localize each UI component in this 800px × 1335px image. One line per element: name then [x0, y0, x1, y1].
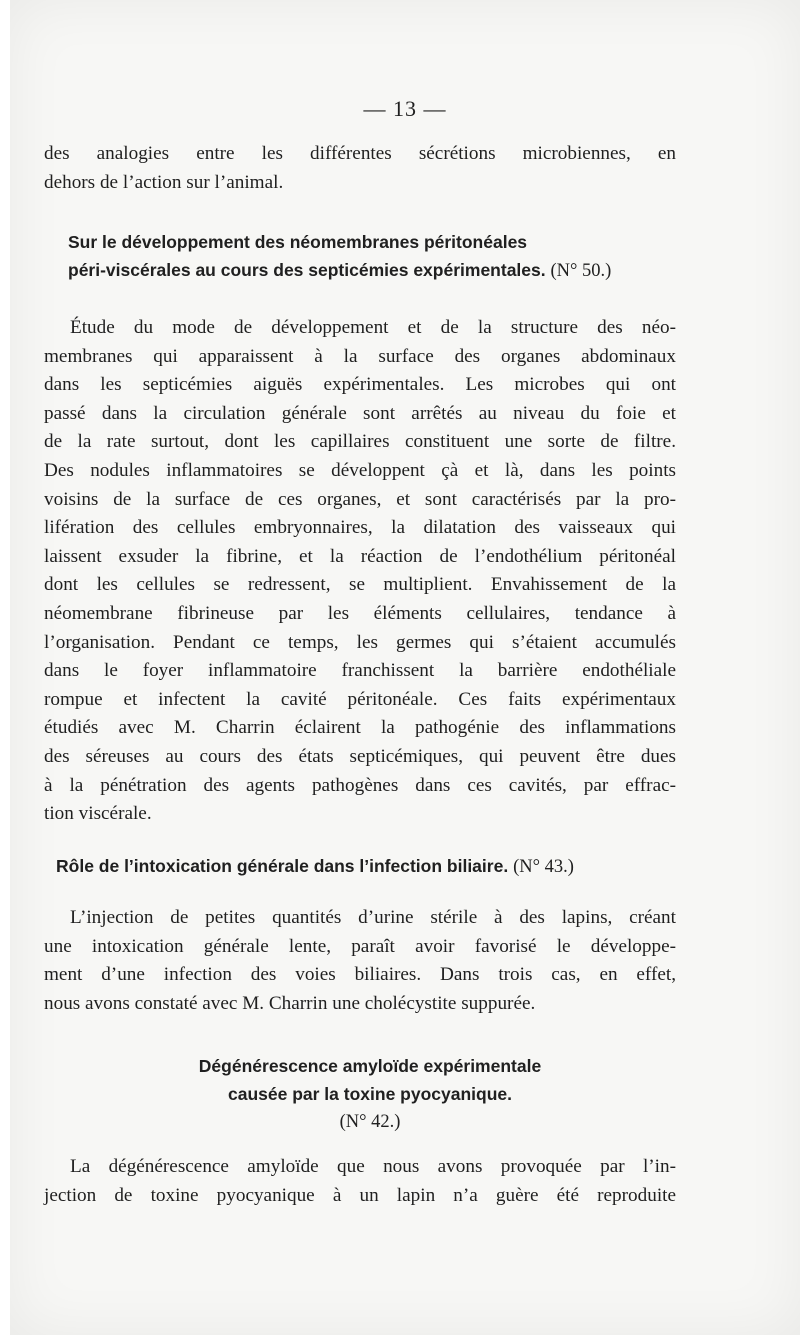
text-line: passé dans la circulation générale sont arrêtés au niveau du foie et: [44, 402, 676, 424]
text-line: l’organisation. Pendant ce temps, les germes qui s’étaient accumulés: [44, 631, 676, 653]
section2-body: [44, 904, 676, 1018]
section2-title: Rôle de l’intoxication générale dans l’infection biliaire.: [56, 856, 509, 876]
text-line: des analogies entre les différentes sécrétions microbiennes, en: [44, 143, 676, 164]
section3-title-line: causée par la toxine pyocyanique.: [228, 1084, 512, 1104]
text-line: une intoxication générale lente, paraît avoir favorisé le développe-: [44, 935, 676, 957]
section2-ref: (N° 43.): [513, 857, 574, 877]
text-line: La dégénérescence amyloïde que nous avons provoquée par l’in-: [70, 1156, 676, 1177]
text-line: des séreuses au cours des états septicémiques, qui peuvent être dues: [44, 745, 676, 767]
text-line: étudiés avec M. Charrin éclairent la pathogénie des inflammations: [44, 717, 676, 739]
section1-ref: (N° 50.): [550, 261, 612, 281]
section2-heading: [56, 852, 676, 881]
page-number: — 13 —: [363, 96, 447, 121]
text-line: lifération des cellules embryonnaires, la dilatation des vaisseaux qui: [44, 517, 676, 539]
text-line: laissent exsuder la fibrine, et la réaction de l’endothélium péritonéal: [44, 545, 676, 567]
text-line: nous avons constaté avec M. Charrin une cholécystite suppurée.: [44, 992, 536, 1014]
text-line: ment d’une infection des voies biliaires. Dans trois cas, en effet,: [44, 964, 676, 986]
section3-ref: (N° 42.): [339, 1112, 401, 1132]
text-line: à la pénétration des agents pathogènes dans ces cavités, par effrac-: [44, 774, 676, 796]
text-line: dans le foyer inflammatoire franchissent la barrière endothéliale: [44, 660, 676, 682]
text-line: membranes qui apparaissent à la surface des organes abdominaux: [44, 345, 676, 367]
text-line: dehors de l’action sur l’animal.: [44, 171, 284, 193]
section3-heading: [70, 1052, 670, 1136]
text-line: L’injection de petites quantités d’urine stérile à des lapins, créant: [70, 907, 676, 928]
text-line: tion viscérale.: [44, 803, 152, 825]
section1-title-line: [68, 256, 668, 285]
intro-paragraph: [44, 140, 676, 197]
text-line: néomembrane fibrineuse par les éléments cellulaires, tendance à: [44, 602, 676, 624]
text-line: rompue et infectent la cavité péritonéale. Ces faits expérimentaux: [44, 688, 676, 710]
text-line: voisins de la surface de ces organes, et sont caractérisés par la pro-: [44, 488, 676, 510]
text-line: dans les septicémies aiguës expérimentales. Les microbes qui ont: [44, 374, 676, 396]
text-line: Des nodules inflammatoires se développent çà et là, dans les points: [44, 459, 676, 481]
text-line: dont les cellules se redressent, se multiplient. Envahissement de la: [44, 574, 676, 596]
section1-title-text: péri-viscérales au cours des septicémies expérimentales.: [68, 260, 546, 280]
section3-title-line: Dégénérescence amyloïde expérimentale: [198, 1056, 542, 1076]
text-line: jection de toxine pyocyanique à un lapin n’a guère été reproduite: [44, 1184, 676, 1206]
section1-title-line: Sur le développement des néomembranes péritonéales: [68, 232, 528, 252]
section1-heading: [68, 228, 668, 285]
text-line: Étude du mode de développement et de la structure des néo-: [70, 317, 676, 338]
section3-body: [44, 1153, 676, 1210]
section1-body: [44, 314, 676, 829]
text-line: de la rate surtout, dont les capillaires constituent une sorte de filtre.: [44, 431, 676, 453]
